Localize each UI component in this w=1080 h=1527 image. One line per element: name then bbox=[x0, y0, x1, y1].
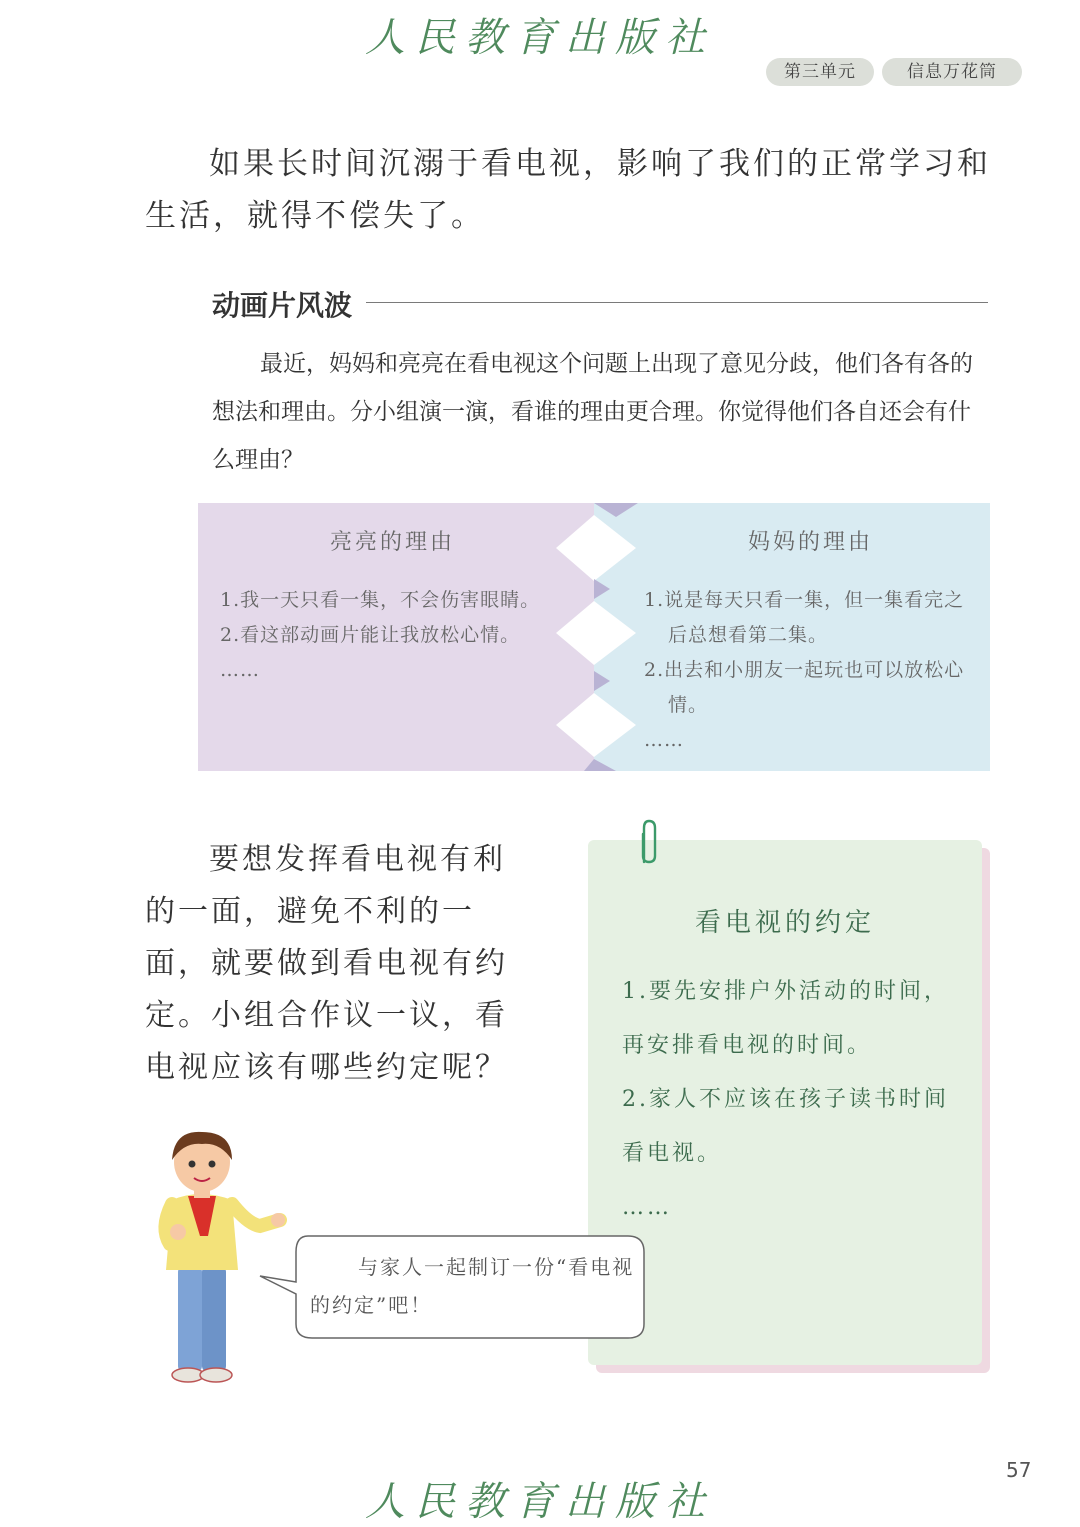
note-list bbox=[622, 965, 967, 1235]
list-item-more: …… bbox=[220, 659, 260, 681]
mom-reasons-list bbox=[644, 583, 979, 758]
section-title: 动画片风波 bbox=[212, 289, 353, 322]
list-item-more: …… bbox=[644, 729, 684, 751]
liangliang-reasons-panel bbox=[198, 503, 594, 771]
list-item: 1.说是每天只看一集，但一集看完之后总想看第二集。 bbox=[644, 589, 965, 646]
list-item: 1.要先安排户外活动的时间，再安排看电视的时间。 bbox=[622, 979, 949, 1058]
discussion-question: 要想发挥看电视有利的一面，避免不利的一面，就要做到看电视有约定。小组合作议一议，看电视应该有哪些约定呢？ bbox=[145, 842, 508, 1085]
mom-reasons-panel bbox=[594, 503, 990, 771]
list-item: 2.出去和小朋友一起玩也可以放松心情。 bbox=[644, 659, 965, 716]
section-paragraph: 最近，妈妈和亮亮在看电视这个问题上出现了意见分歧，他们各有各的想法和理由。分小组演一演，看谁的理由更合理。你觉得他们各自还会有什么理由？ bbox=[212, 351, 973, 473]
note-title: 看电视的约定 bbox=[694, 908, 875, 938]
mom-reasons-title: 妈妈的理由 bbox=[748, 530, 874, 555]
list-item: 2.看这部动画片能让我放松心情。 bbox=[220, 624, 521, 646]
speech-bubble-text: 与家人一起制订一份“看电视的约定”吧！ bbox=[310, 1255, 635, 1317]
list-item: 1.我一天只看一集，不会伤害眼睛。 bbox=[220, 589, 541, 611]
publisher-logo-top: 人民教育出版社 bbox=[365, 15, 715, 61]
section-divider bbox=[366, 302, 988, 303]
liangliang-reasons-title: 亮亮的理由 bbox=[330, 530, 456, 555]
page-number: 57 bbox=[1006, 1458, 1032, 1482]
publisher-logo-bottom: 人民教育出版社 bbox=[365, 1479, 715, 1525]
panel-zigzag-divider bbox=[548, 503, 648, 771]
list-item-more: …… bbox=[622, 1195, 672, 1220]
topic-badge: 信息万花筒 bbox=[882, 58, 1022, 86]
liangliang-reasons-list bbox=[220, 583, 570, 688]
paperclip-icon bbox=[634, 818, 662, 866]
unit-badge: 第三单元 bbox=[766, 58, 874, 86]
intro-paragraph: 如果长时间沉溺于看电视，影响了我们的正常学习和生活，就得不偿失了。 bbox=[145, 146, 991, 234]
list-item: 2.家人不应该在孩子读书时间看电视。 bbox=[622, 1087, 949, 1166]
